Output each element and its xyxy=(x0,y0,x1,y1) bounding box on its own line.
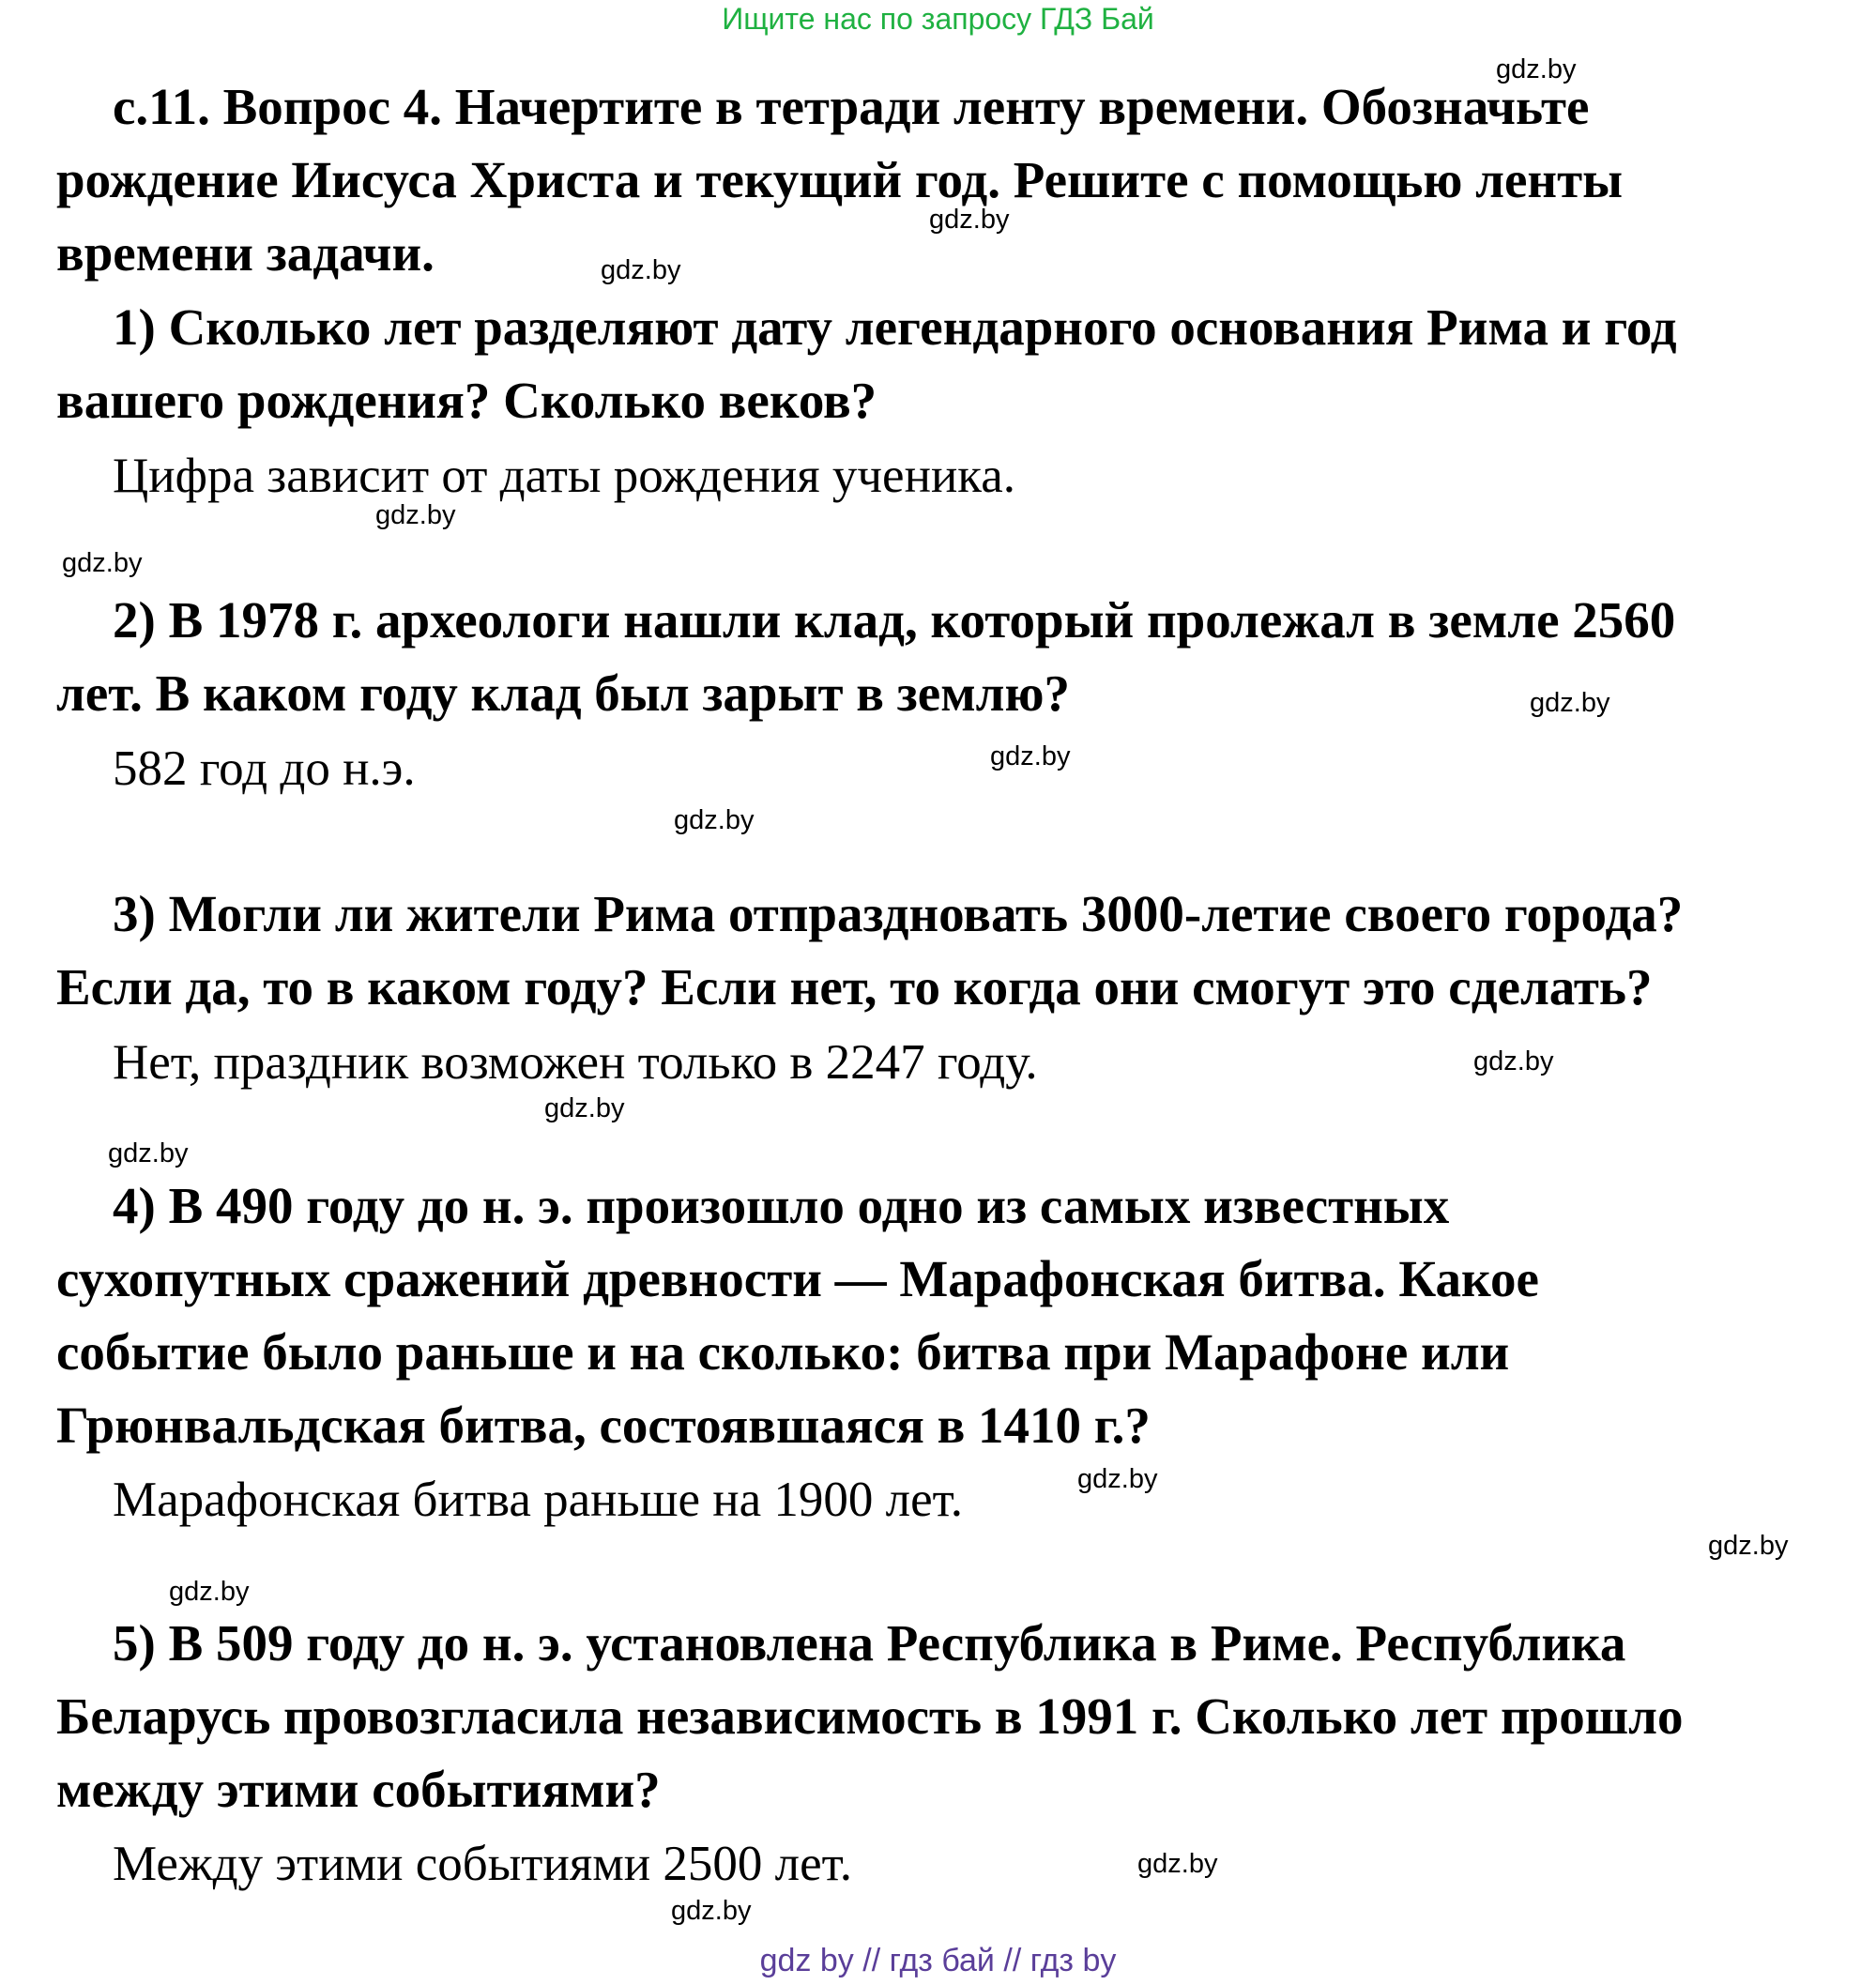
watermark: gdz.by xyxy=(62,548,143,578)
watermark: gdz.by xyxy=(1708,1531,1789,1561)
question-5-line-1: 5) В 509 году до н. э. установлена Республика в Риме. Республика xyxy=(113,1614,1626,1672)
watermark: gdz.by xyxy=(1473,1046,1554,1076)
question-1-line-2: вашего рождения? Сколько веков? xyxy=(56,372,877,429)
question-3-line-1: 3) Могли ли жители Рима отпраздновать 3000-летие своего города? xyxy=(113,885,1684,942)
question-4-line-2: сухопутных сражений древности — Марафонская битва. Какое xyxy=(56,1250,1539,1307)
question-5-line-3: между этими событиями? xyxy=(56,1761,661,1818)
answer-3: Нет, праздник возможен только в 2247 году. xyxy=(113,1035,1038,1090)
answer-4: Марафонская битва раньше на 1900 лет. xyxy=(113,1473,964,1527)
watermark: gdz.by xyxy=(1077,1464,1158,1494)
watermark: gdz.by xyxy=(990,741,1071,771)
watermark: gdz.by xyxy=(674,805,755,835)
question-4-line-4: Грюнвальдская битва, состоявшаяся в 1410 г.? xyxy=(56,1397,1151,1454)
watermark: gdz.by xyxy=(1137,1849,1218,1879)
question-3-line-2: Если да, то в каком году? Если нет, то когда они смогут это сделать? xyxy=(56,958,1653,1015)
question-4-line-1: 4) В 490 году до н. э. произошло одно из самых известных xyxy=(113,1177,1450,1234)
task-heading-line-1: с.11. Вопрос 4. Начертите в тетради ленту времени. Обозначьте xyxy=(113,78,1590,135)
watermark: gdz.by xyxy=(1530,688,1610,718)
question-2-line-1: 2) В 1978 г. археологи нашли клад, который пролежал в земле 2560 xyxy=(113,591,1676,649)
task-heading-line-3: времени задачи. xyxy=(56,224,435,282)
watermark: gdz.by xyxy=(375,500,456,530)
watermark: gdz.by xyxy=(108,1138,189,1168)
question-4-line-3: событие было раньше и на сколько: битва при Марафоне или xyxy=(56,1323,1510,1381)
watermark: gdz.by xyxy=(544,1093,625,1123)
question-2-line-2: лет. В каком году клад был зарыт в землю? xyxy=(56,664,1071,722)
watermark: gdz.by xyxy=(1496,54,1577,84)
answer-1: Цифра зависит от даты рождения ученика. xyxy=(113,449,1016,503)
header-search-link[interactable]: Ищите нас по запросу ГДЗ Бай xyxy=(722,2,1154,36)
watermark: gdz.by xyxy=(929,205,1010,235)
answer-2: 582 год до н.э. xyxy=(113,741,416,796)
question-5-line-2: Беларусь провозгласила независимость в 1991 г. Сколько лет прошло xyxy=(56,1687,1684,1745)
task-heading-line-2: рождение Иисуса Христа и текущий год. Решите с помощью ленты xyxy=(56,151,1624,208)
answer-5: Между этими событиями 2500 лет. xyxy=(113,1837,853,1891)
footer-links[interactable]: gdz by // гдз бай // гдз by xyxy=(759,1943,1117,1978)
question-1-line-1: 1) Сколько лет разделяют дату легендарного основания Рима и год xyxy=(113,298,1677,356)
watermark: gdz.by xyxy=(601,255,681,285)
watermark: gdz.by xyxy=(169,1577,250,1607)
watermark: gdz.by xyxy=(671,1896,752,1926)
